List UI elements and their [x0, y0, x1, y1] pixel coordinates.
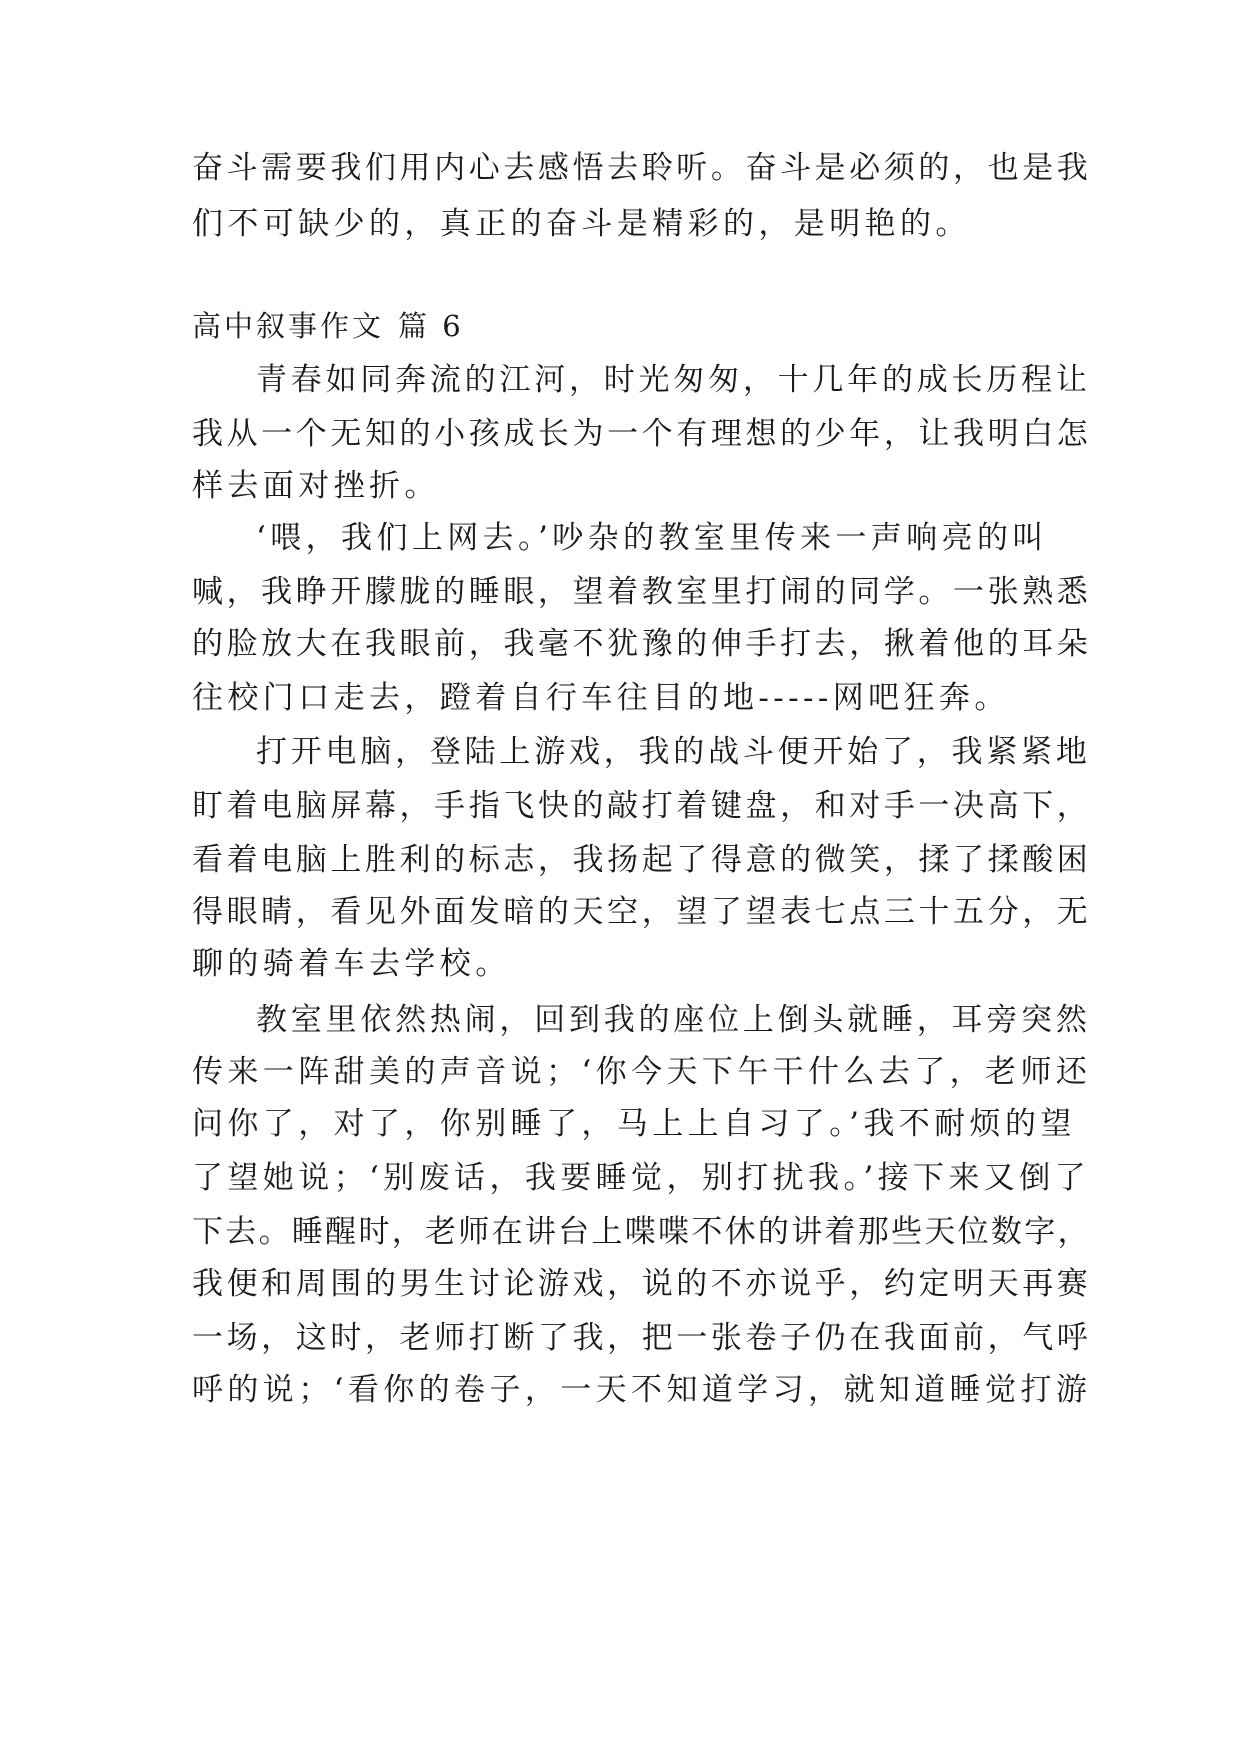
paragraph-4-line-8: 呼的说；‘看你的卷子，一天不知道学习，就知道睡觉打游 [192, 1372, 1092, 1408]
paragraph-1-line-1: 青春如同奔流的江河，时光匆匆，十几年的成长历程让 [256, 362, 1091, 398]
paragraph-4-line-2: 传来一阵甜美的声音说；‘你今天下午干什么去了，老师还 [192, 1054, 1092, 1090]
paragraph-3-line-5: 聊的骑着车去学校。 [192, 946, 511, 982]
paragraph-2-line-2: 喊，我睁开朦胧的睡眼，望着教室里打闹的同学。一张熟悉 [192, 574, 1092, 610]
paragraph-3-line-1: 打开电脑，登陆上游戏，我的战斗便开始了，我紧紧地 [256, 734, 1091, 770]
paragraph-1-line-2: 我从一个无知的小孩成长为一个有理想的少年，让我明白怎 [192, 416, 1092, 452]
paragraph-4-line-6: 我便和周围的男生讨论游戏，说的不亦说乎，约定明天再赛 [192, 1266, 1092, 1302]
paragraph-4-line-1: 教室里依然热闹，回到我的座位上倒头就睡，耳旁突然 [256, 1002, 1091, 1038]
paragraph-2-line-3: 的脸放大在我眼前，我毫不犹豫的伸手打去，揪着他的耳朵 [192, 626, 1092, 662]
intro-line-2: 们不可缺少的，真正的奋斗是精彩的，是明艳的。 [192, 206, 971, 242]
paragraph-3-line-2: 盯着电脑屏幕，手指飞快的敲打着键盘，和对手一决高下， [192, 788, 1092, 824]
paragraph-2-line-1: ‘喂，我们上网去。’吵杂的教室里传来一声响亮的叫 [256, 520, 1048, 556]
paragraph-3-line-3: 看着电脑上胜利的标志，我扬起了得意的微笑，揉了揉酸困 [192, 842, 1092, 878]
paragraph-4-line-5: 下去。睡醒时，老师在讲台上喋喋不休的讲着那些天位数字， [192, 1214, 1091, 1250]
paragraph-4-line-3: 问你了，对了，你别睡了，马上上自习了。’我不耐烦的望 [192, 1106, 1076, 1142]
intro-line-1: 奋斗需要我们用内心去感悟去聆听。奋斗是必须的，也是我 [192, 150, 1092, 186]
paragraph-4-line-4: 了望她说；‘别废话，我要睡觉，别打扰我。’接下来又倒了 [192, 1160, 1091, 1196]
section-heading [192, 306, 464, 346]
paragraph-4-line-7: 一场，这时，老师打断了我，把一张卷子仍在我面前，气呼 [192, 1320, 1092, 1356]
paragraph-3-line-4: 得眼睛，看见外面发暗的天空，望了望表七点三十五分，无 [192, 894, 1092, 930]
section-number: 篇 6 [398, 309, 464, 343]
paragraph-1-line-3: 样去面对挫折。 [192, 468, 440, 504]
section-title: 高中叙事作文 [192, 309, 385, 343]
paragraph-2-line-4: 往校门口走去，蹬着自行车往目的地-----网吧狂奔。 [192, 680, 1010, 716]
